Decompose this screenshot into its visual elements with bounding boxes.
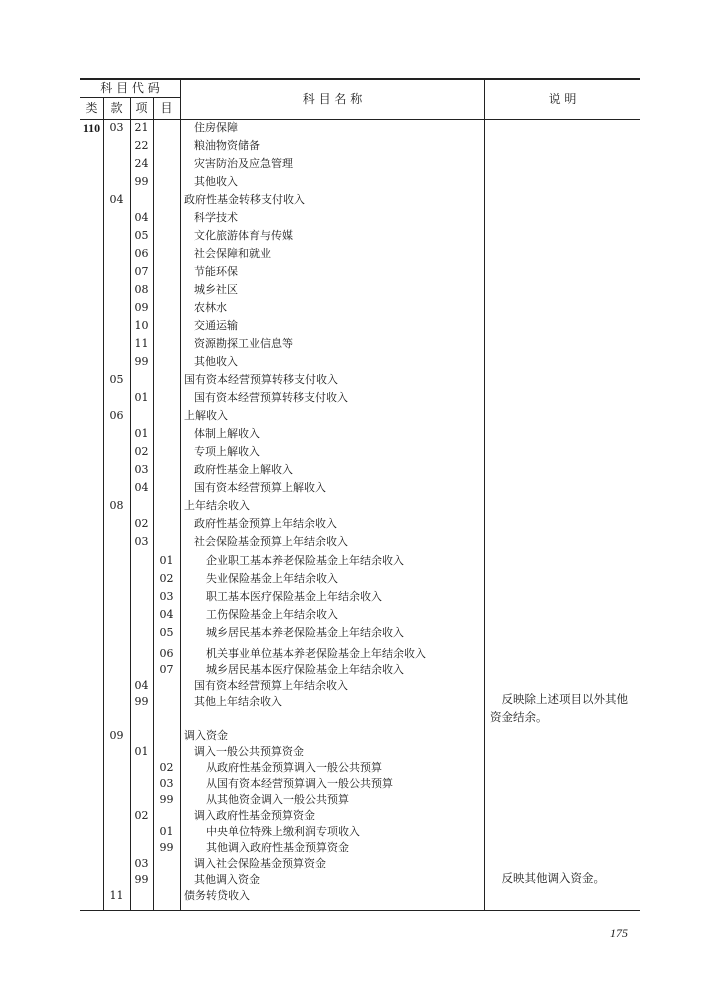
code-mu: 07 <box>159 663 174 676</box>
account-name: 机关事业单位基本养老保险基金上年结余收入 <box>206 647 426 660</box>
code-xiang: 99 <box>134 695 149 708</box>
col-divider-mu <box>180 78 181 910</box>
account-name: 国有资本经营预算上解收入 <box>194 481 326 494</box>
account-name: 其他调入政府性基金预算资金 <box>206 841 349 854</box>
account-name: 国有资本经营预算转移支付收入 <box>194 391 348 404</box>
code-mu: 03 <box>159 777 174 790</box>
account-name: 从其他资金调入一般公共预算 <box>206 793 349 806</box>
account-name: 其他调入资金 <box>194 873 260 886</box>
account-name: 城乡社区 <box>194 283 238 296</box>
code-mu: 04 <box>159 608 174 621</box>
account-name: 政府性基金上解收入 <box>194 463 293 476</box>
code-xiang: 06 <box>134 247 149 260</box>
account-name: 从政府性基金预算调入一般公共预算 <box>206 761 382 774</box>
account-name: 政府性基金预算上年结余收入 <box>194 517 337 530</box>
account-name: 节能环保 <box>194 265 238 278</box>
code-xiang: 09 <box>134 301 149 314</box>
header-description: 说 明 <box>548 92 577 106</box>
code-mu: 05 <box>159 626 174 639</box>
account-name: 调入社会保险基金预算资金 <box>194 857 326 870</box>
code-xiang: 22 <box>134 139 149 152</box>
account-name: 调入资金 <box>184 729 228 742</box>
account-name: 政府性基金转移支付收入 <box>184 193 305 206</box>
account-name: 专项上解收入 <box>194 445 260 458</box>
account-name: 资源勘探工业信息等 <box>194 337 293 350</box>
account-name: 国有资本经营预算上年结余收入 <box>194 679 348 692</box>
account-name: 企业职工基本养老保险基金上年结余收入 <box>206 554 404 567</box>
code-xiang: 99 <box>134 175 149 188</box>
code-xiang: 02 <box>134 809 149 822</box>
header-account-name: 科 目 名 称 <box>302 92 363 106</box>
code-xiang: 99 <box>134 873 149 886</box>
code-mu: 99 <box>159 841 174 854</box>
account-name: 社会保障和就业 <box>194 247 271 260</box>
header-xiang: 项 <box>135 101 148 115</box>
account-name: 调入政府性基金预算资金 <box>194 809 315 822</box>
code-xiang: 01 <box>134 427 149 440</box>
account-name: 灾害防治及应急管理 <box>194 157 293 170</box>
account-name: 债务转贷收入 <box>184 889 250 902</box>
account-name: 调入一般公共预算资金 <box>194 745 304 758</box>
code-kuan: 06 <box>109 409 124 422</box>
code-mu: 02 <box>159 761 174 774</box>
code-mu: 01 <box>159 554 174 567</box>
code-xiang: 01 <box>134 745 149 758</box>
account-name: 从国有资本经营预算调入一般公共预算 <box>206 777 393 790</box>
code-xiang: 21 <box>134 121 149 134</box>
code-kuan: 09 <box>109 729 124 742</box>
account-name: 其他收入 <box>194 355 238 368</box>
header-bottom-rule <box>80 119 640 120</box>
code-xiang: 11 <box>134 337 149 350</box>
col-divider-name <box>484 78 485 910</box>
account-name: 上年结余收入 <box>184 499 250 512</box>
account-name: 住房保障 <box>194 121 238 134</box>
header-lei: 类 <box>85 101 98 115</box>
account-name: 其他上年结余收入 <box>194 695 282 708</box>
code-xiang: 04 <box>134 679 149 692</box>
description-note: 反映除上述项目以外其他资金结余。 <box>490 692 628 724</box>
account-name: 社会保险基金预算上年结余收入 <box>194 535 348 548</box>
description-note: 反映其他调入资金。 <box>501 871 605 885</box>
code-mu: 01 <box>159 825 174 838</box>
account-name: 失业保险基金上年结余收入 <box>206 572 338 585</box>
code-xiang: 04 <box>134 481 149 494</box>
account-name: 国有资本经营预算转移支付收入 <box>184 373 338 386</box>
account-name: 其他收入 <box>194 175 238 188</box>
account-code-table <box>80 78 640 912</box>
code-kuan: 03 <box>109 121 124 134</box>
code-xiang: 03 <box>134 463 149 476</box>
table-bottom-rule <box>80 910 640 911</box>
code-xiang: 03 <box>134 535 149 548</box>
account-name: 文化旅游体育与传媒 <box>194 229 293 242</box>
code-kuan: 05 <box>109 373 124 386</box>
code-xiang: 99 <box>134 355 149 368</box>
account-name: 工伤保险基金上年结余收入 <box>206 608 338 621</box>
code-mu: 03 <box>159 590 174 603</box>
code-kuan: 04 <box>109 193 124 206</box>
code-xiang: 08 <box>134 283 149 296</box>
code-group-header: 科 目 代 码 <box>100 81 160 95</box>
account-name: 职工基本医疗保险基金上年结余收入 <box>206 590 382 603</box>
code-xiang: 01 <box>134 391 149 404</box>
account-name: 科学技术 <box>194 211 238 224</box>
code-xiang: 02 <box>134 517 149 530</box>
account-name: 城乡居民基本养老保险基金上年结余收入 <box>206 626 404 639</box>
code-kuan: 08 <box>109 499 124 512</box>
code-xiang: 05 <box>134 229 149 242</box>
code-xiang: 02 <box>134 445 149 458</box>
account-name: 粮油物资储备 <box>194 139 260 152</box>
code-xiang: 24 <box>134 157 149 170</box>
account-name: 上解收入 <box>184 409 228 422</box>
account-name: 中央单位特殊上缴利润专项收入 <box>206 825 360 838</box>
code-lei: 110 <box>82 121 101 135</box>
account-name: 体制上解收入 <box>194 427 260 440</box>
code-xiang: 10 <box>134 319 149 332</box>
account-name: 农林水 <box>194 301 227 314</box>
account-name: 交通运输 <box>194 319 238 332</box>
code-kuan: 11 <box>109 889 124 902</box>
code-xiang: 07 <box>134 265 149 278</box>
code-xiang: 03 <box>134 857 149 870</box>
account-name: 城乡居民基本医疗保险基金上年结余收入 <box>206 663 404 676</box>
code-xiang: 04 <box>134 211 149 224</box>
header-mu: 目 <box>160 101 173 115</box>
code-mu: 06 <box>159 647 174 660</box>
code-mu: 99 <box>159 793 174 806</box>
code-mu: 02 <box>159 572 174 585</box>
header-kuan: 款 <box>110 101 123 115</box>
page-number: 175 <box>610 926 628 940</box>
